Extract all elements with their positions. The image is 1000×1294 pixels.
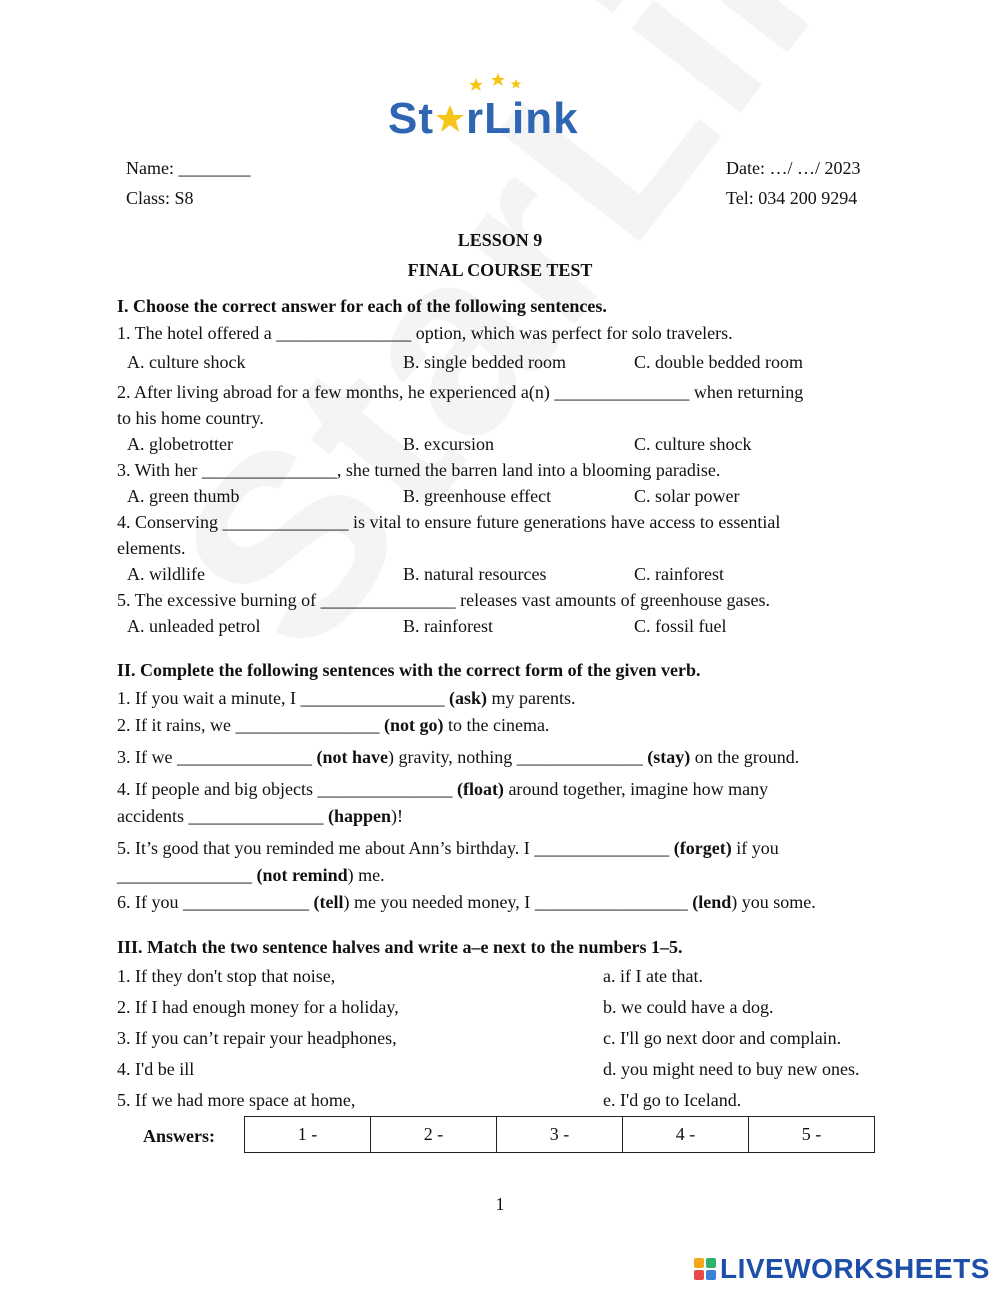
s2-q6 — [117, 890, 816, 914]
s3-right-e: e. I'd go to Iceland. — [603, 1090, 742, 1110]
tel-field: Tel: 034 200 9294 — [726, 188, 858, 208]
section-1-heading: I. Choose the correct answer for each of the following sentences. — [117, 296, 607, 316]
s2-q1-tail: my parents. — [486, 688, 576, 708]
logo-text-st: St — [388, 94, 434, 143]
s1-q5-option-b[interactable]: B. rainforest — [403, 616, 493, 636]
s2-q2-verb: (not go) — [383, 715, 444, 735]
s1-q5: 5. The excessive burning of _______________ releases vast amounts of greenhouse gases. — [117, 590, 771, 610]
liveworksheets-wordmark: LIVEWORKSHEETS — [720, 1253, 990, 1284]
s2-q1-text: 1. If you wait a minute, I ________________ — [117, 688, 449, 708]
s2-q5-tail: if you — [731, 838, 779, 858]
s2-q3-mid: ) gravity, nothing ______________ — [387, 747, 648, 767]
s1-q1-option-c[interactable]: C. double bedded room — [634, 352, 803, 372]
s2-q4-line2-verb: (happen — [327, 806, 391, 826]
test-title: FINAL COURSE TEST — [407, 260, 593, 280]
s1-q1-option-a[interactable]: A. culture shock — [127, 352, 246, 372]
s2-q6-tail: ) you some. — [731, 892, 816, 912]
s2-q3-verb: (not have — [316, 747, 388, 767]
answer-cell-1[interactable]: 1 - — [245, 1117, 371, 1153]
s3-right-c: c. I'll go next door and complain. — [603, 1028, 842, 1048]
s2-q2-text: 2. If it rains, we ________________ — [117, 715, 384, 735]
s1-q5-option-a[interactable]: A. unleaded petrol — [127, 616, 261, 636]
section-2-heading: II. Complete the following sentences with the correct form of the given verb. — [117, 660, 701, 680]
s2-q2 — [117, 713, 549, 737]
s2-q5-verb: (forget) — [673, 838, 732, 858]
section-3-heading: III. Match the two sentence halves and write a–e next to the numbers 1–5. — [117, 937, 683, 957]
s1-q2-option-b[interactable]: B. excursion — [403, 434, 494, 454]
s1-q3: 3. With her _______________, she turned the barren land into a blooming paradise. — [117, 460, 721, 480]
answer-cell-2[interactable]: 2 - — [371, 1117, 497, 1153]
logo-text-r: r — [466, 94, 485, 143]
answers-row — [245, 1117, 875, 1153]
date-field: Date: …/ …/ 2023 — [726, 158, 861, 178]
s2-q4-line1 — [117, 777, 768, 801]
s2-q4-line2-text: accidents _______________ — [117, 806, 328, 826]
s2-q3 — [117, 745, 799, 769]
s2-q2-tail: to the cinema. — [443, 715, 550, 735]
s1-q2-option-c[interactable]: C. culture shock — [634, 434, 752, 454]
s1-q2-line2: to his home country. — [117, 408, 264, 428]
s2-q3-text: 3. If we _______________ — [117, 747, 317, 767]
s3-left-1: 1. If they don't stop that noise, — [117, 966, 336, 986]
s2-q5-line2 — [117, 863, 385, 887]
logo-text-link: Link — [484, 94, 579, 143]
s1-q2-line1: 2. After living abroad for a few months, he experienced a(n) _______________ when returning — [117, 382, 804, 402]
s1-q2-option-a[interactable]: A. globetrotter — [127, 434, 233, 454]
answer-cell-5[interactable]: 5 - — [749, 1117, 875, 1153]
page-number: 1 — [495, 1194, 505, 1214]
s2-q3-verb2: (stay) — [647, 747, 691, 767]
class-field: Class: S8 — [126, 188, 194, 208]
s1-q3-option-a[interactable]: A. green thumb — [127, 486, 240, 506]
answer-cell-3[interactable]: 3 - — [497, 1117, 623, 1153]
s3-right-d: d. you might need to buy new ones. — [603, 1059, 860, 1079]
s2-q6-mid: ) me you needed money, I _________________ — [343, 892, 693, 912]
logo-wordmark — [388, 94, 579, 144]
s3-right-a: a. if I ate that. — [603, 966, 703, 986]
s2-q6-text: 6. If you ______________ — [117, 892, 314, 912]
s1-q3-option-c[interactable]: C. solar power — [634, 486, 740, 506]
s1-q4-option-a[interactable]: A. wildlife — [127, 564, 205, 584]
s1-q5-option-c[interactable]: C. fossil fuel — [634, 616, 727, 636]
s2-q4-tail: around together, imagine how many — [503, 779, 769, 799]
s2-q1 — [117, 686, 575, 710]
s1-q4-option-c[interactable]: C. rainforest — [634, 564, 724, 584]
s3-left-5: 5. If we had more space at home, — [117, 1090, 356, 1110]
s2-q5-line2-text: _______________ — [117, 865, 257, 885]
s1-q1-option-b[interactable]: B. single bedded room — [403, 352, 566, 372]
liveworksheets-badge-icon — [694, 1258, 716, 1280]
s3-right-b: b. we could have a dog. — [603, 997, 774, 1017]
s2-q5-line2-tail: ) me. — [347, 865, 385, 885]
s2-q4-text: 4. If people and big objects _______________ — [117, 779, 457, 799]
s1-q1: 1. The hotel offered a _______________ option, which was perfect for solo travelers. — [117, 323, 733, 343]
s2-q1-verb: (ask) — [448, 688, 487, 708]
s1-q4-line1: 4. Conserving ______________ is vital to ensure future generations have access to essential — [117, 512, 781, 532]
answers-label: Answers: — [143, 1126, 215, 1146]
s2-q5-line1 — [117, 836, 779, 860]
s3-left-2: 2. If I had enough money for a holiday, — [117, 997, 399, 1017]
lesson-title: LESSON 9 — [457, 230, 543, 250]
s2-q4-line2 — [117, 804, 403, 828]
s3-left-4: 4. I'd be ill — [117, 1059, 195, 1079]
starlink-logo — [388, 72, 612, 144]
s2-q4-verb: (float) — [456, 779, 504, 799]
s1-q3-option-b[interactable]: B. greenhouse effect — [403, 486, 552, 506]
s2-q3-tail: on the ground. — [690, 747, 800, 767]
name-field: Name: ________ — [126, 158, 251, 178]
star-icon — [435, 103, 465, 135]
s2-q4-line2-tail: )! — [391, 806, 403, 826]
s1-q4-line2: elements. — [117, 538, 186, 558]
s2-q6-verb: (tell — [313, 892, 344, 912]
s2-q5-text: 5. It’s good that you reminded me about Ann’s birthday. I _______________ — [117, 838, 674, 858]
answer-cell-4[interactable]: 4 - — [623, 1117, 749, 1153]
s3-left-3: 3. If you can’t repair your headphones, — [117, 1028, 397, 1048]
answers-table — [244, 1116, 875, 1153]
s2-q5-line2-verb: (not remind — [256, 865, 348, 885]
liveworksheets-logo — [694, 1253, 990, 1285]
s2-q6-verb2: (lend — [692, 892, 732, 912]
s1-q4-option-b[interactable]: B. natural resources — [403, 564, 547, 584]
